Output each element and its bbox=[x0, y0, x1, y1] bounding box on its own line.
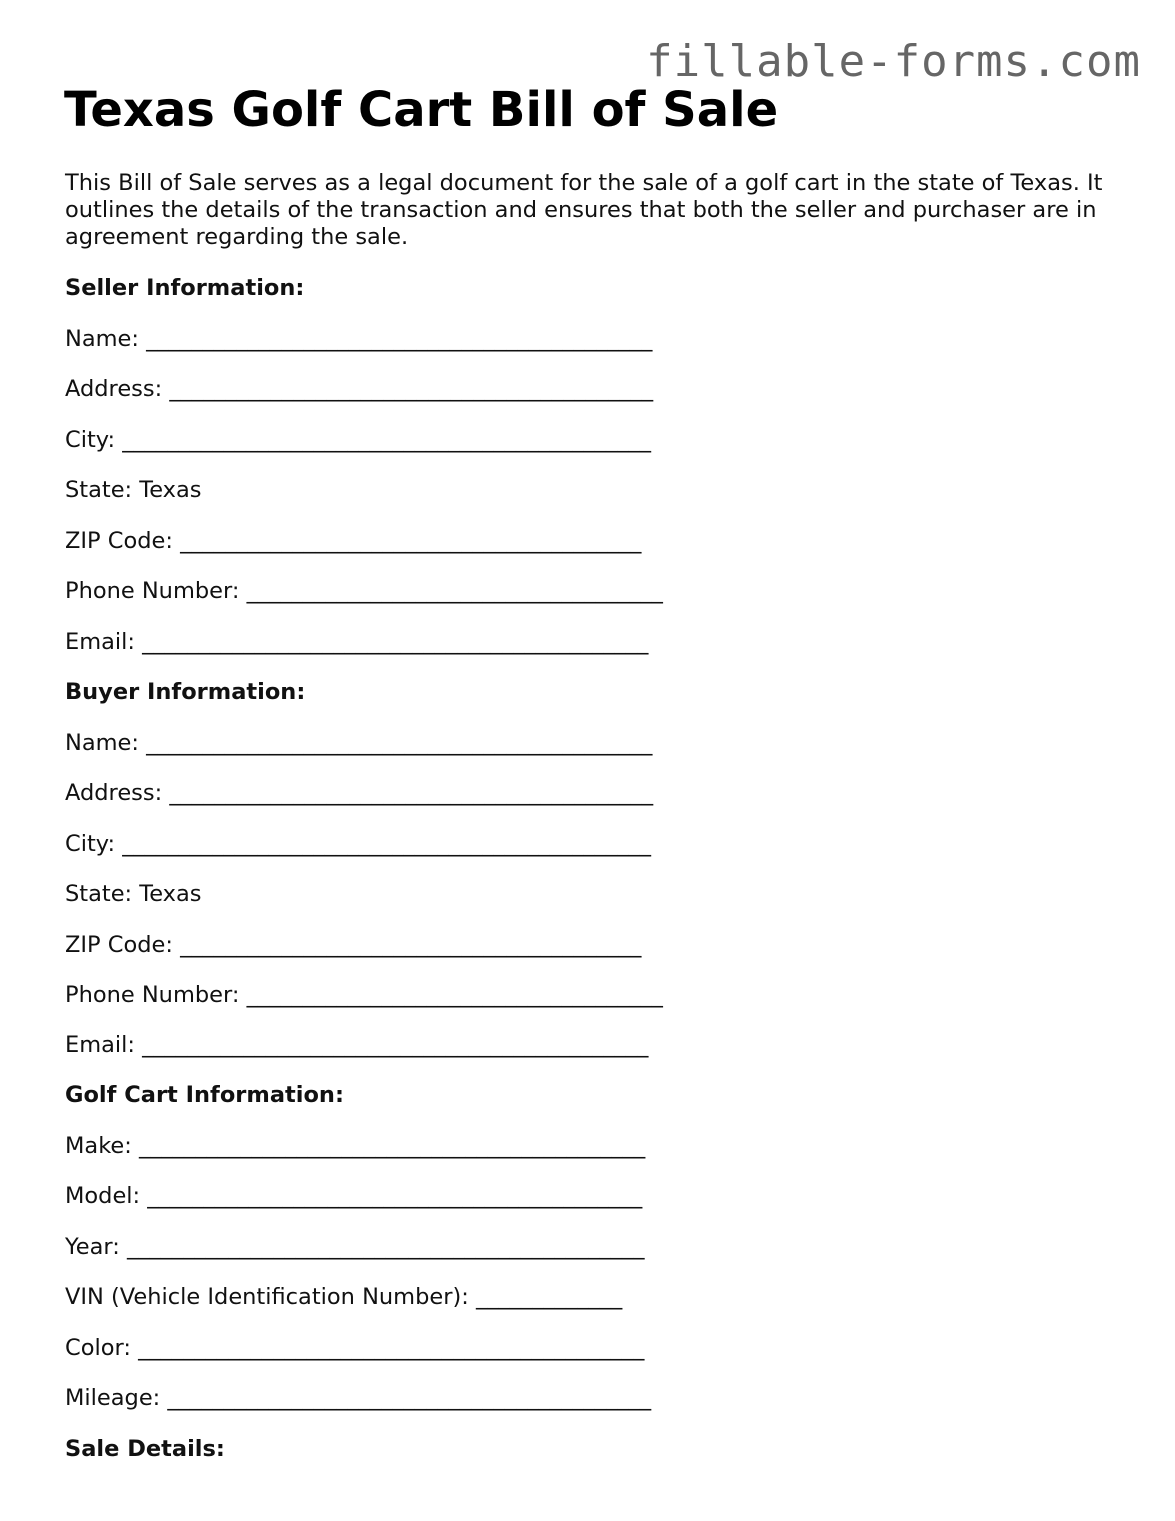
seller-section-heading: Seller Information: bbox=[65, 275, 305, 301]
buyer-name-field[interactable]: Name: _____________________________________________ bbox=[65, 730, 653, 756]
golf-cart-make-field[interactable]: Make: _____________________________________________ bbox=[65, 1133, 646, 1159]
golf-cart-color-field[interactable]: Color: _____________________________________________ bbox=[65, 1335, 645, 1361]
buyer-email-field[interactable]: Email: _____________________________________________ bbox=[65, 1032, 649, 1058]
golf-cart-vin-field[interactable]: VIN (Vehicle Identification Number): _____________ bbox=[65, 1284, 623, 1310]
golf-cart-section-heading: Golf Cart Information: bbox=[65, 1082, 344, 1108]
buyer-city-field[interactable]: City: _______________________________________________ bbox=[65, 831, 651, 857]
seller-city-field[interactable]: City: _______________________________________________ bbox=[65, 427, 651, 453]
seller-email-field[interactable]: Email: _____________________________________________ bbox=[65, 629, 649, 655]
seller-phone-field[interactable]: Phone Number: _____________________________________ bbox=[65, 578, 663, 604]
seller-zip-field[interactable]: ZIP Code: _________________________________________ bbox=[65, 528, 642, 554]
golf-cart-model-field[interactable]: Model: ____________________________________________ bbox=[65, 1183, 643, 1209]
sale-details-section-heading: Sale Details: bbox=[65, 1436, 225, 1462]
intro-paragraph: This Bill of Sale serves as a legal document for the sale of a golf cart in the state of Texas. It outlines the details of the transaction and ensures that both the seller and purchaser are in agreement regarding the sale. bbox=[65, 170, 1103, 250]
seller-state-text: State: Texas bbox=[65, 477, 202, 503]
document-title: Texas Golf Cart Bill of Sale bbox=[64, 82, 779, 138]
seller-address-field[interactable]: Address: ___________________________________________ bbox=[65, 376, 654, 402]
seller-name-field[interactable]: Name: _____________________________________________ bbox=[65, 326, 653, 352]
golf-cart-mileage-field[interactable]: Mileage: ___________________________________________ bbox=[65, 1385, 652, 1411]
golf-cart-year-field[interactable]: Year: ______________________________________________ bbox=[65, 1234, 645, 1260]
buyer-phone-field[interactable]: Phone Number: _____________________________________ bbox=[65, 982, 663, 1008]
watermark-text: fillable-forms.com bbox=[646, 36, 1141, 87]
buyer-zip-field[interactable]: ZIP Code: _________________________________________ bbox=[65, 932, 642, 958]
buyer-section-heading: Buyer Information: bbox=[65, 679, 306, 705]
buyer-state-text: State: Texas bbox=[65, 881, 202, 907]
buyer-address-field[interactable]: Address: ___________________________________________ bbox=[65, 780, 654, 806]
